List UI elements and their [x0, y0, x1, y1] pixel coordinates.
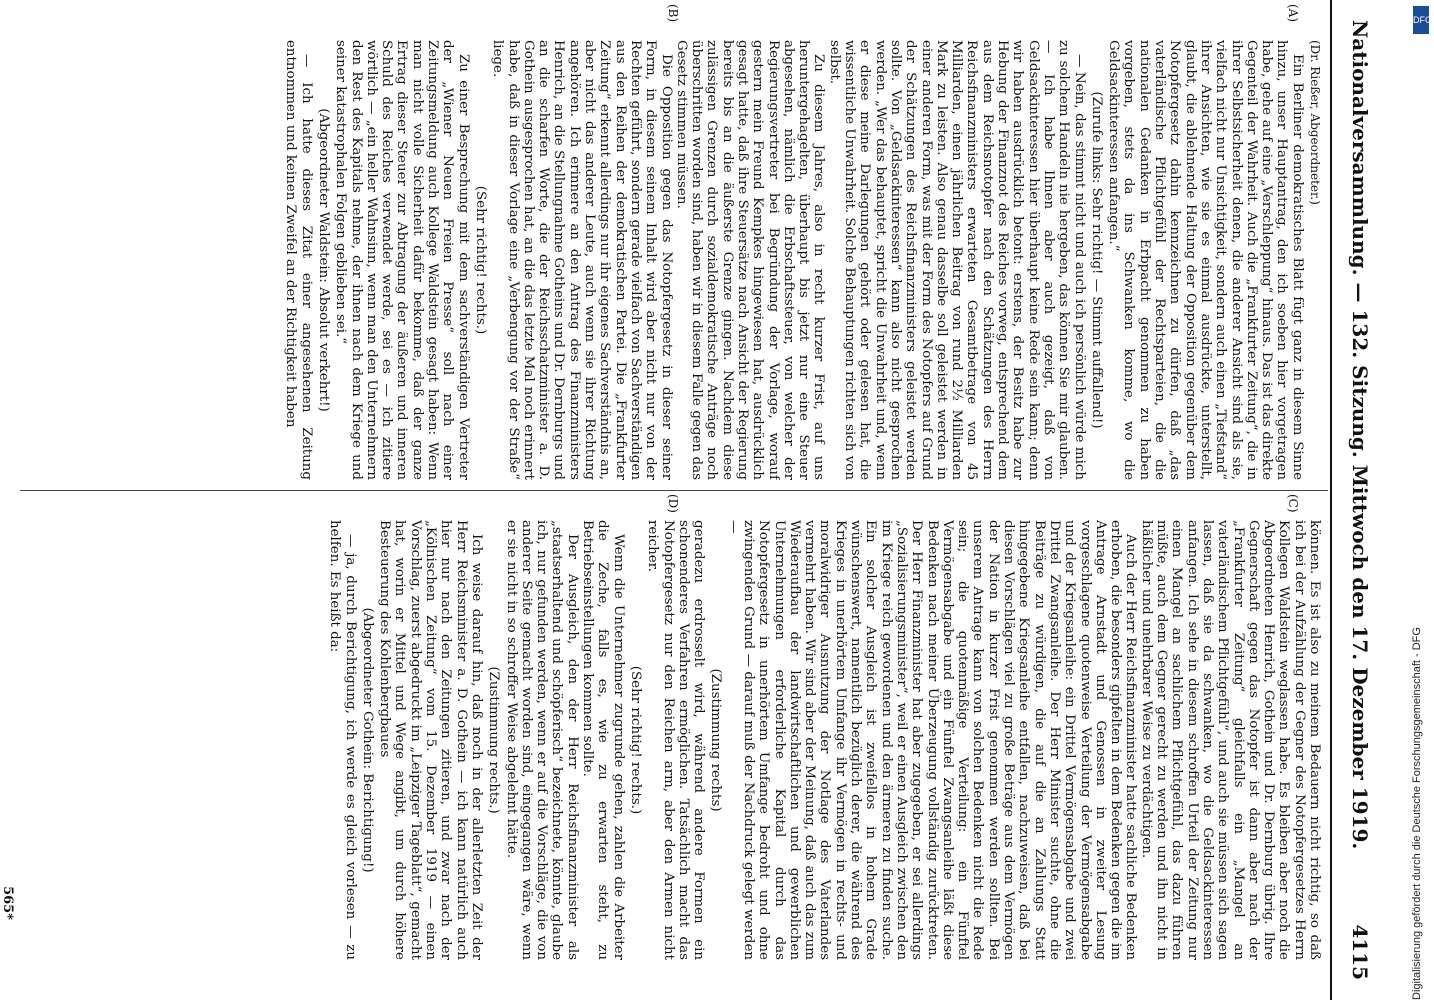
paragraph: können. Es ist also zu meinem Bedauern nicht richtig, so daß ich bei der Aufzählung der Gegner des Notopfergesetzes Herrn Kollegen Waldstein weglassen habe. Es bleiben aber noch die Abgeordneten Henrich, Gothein und Dr. Dernburg übrig. Ihre Gegnerschaft gegen das Notopfer ist dann aber nach der „Frankfurter Zeitung“ gleichfalls ein „Mangel an vaterländischem Pflichtgefühl“, und auch sie müssen sich sagen lassen, daß sie da schwanken, wo die Geldsackinteressen anfangen. Ich sehe in diesem schroffen Urteil der Zeitung nur einen Mangel an sachlichem Pflichtgefühl, das dazu führen müßte, auch dem Gegner gerecht zu werden und ihn nicht in häßlicher und unehrbarer Weise zu verdächtigen. [1138, 520, 1322, 960]
dfg-logo-icon: DFG [1413, 6, 1429, 34]
speaker-note: (Dr. Rießer, Abgeordneter.) [1308, 40, 1322, 205]
interjection: (Zurufe links: Sehr richtig! — Stimmt auffallend!) [1088, 91, 1104, 429]
funding-notice: Digitalisierung gefördert durch die Deutsche Forschungsgemeinschaft - DFG [1411, 627, 1423, 1000]
page-footer-mark: 565* [0, 886, 15, 920]
interjection: (Abgeordneter Gothein: Berichtigung!) [359, 607, 375, 873]
page-header [1330, 0, 1380, 1000]
paragraph: geradezu erdrosselt wird, während andere Formen ein schonenderes Verfahren ermöglichen. Tatsächlich macht das Notopfergesetz nur den Reichen arm, aber den Armen nicht reicher. [645, 520, 707, 960]
paragraph: Auch der Herr Reichsfinanzminister hatte sachliche Bedenken erhoben, die besonders gipfelten in dem Bedenken gegen die im Antrage Arnstadt und Genossen in zweiter Lesung vorgeschlagene quotenweise Verteilung der Vermögensabgabe und der Kriegsanleihe: ein Drittel Vermögensabgabe und zwei Drittel Zwangsanleihe. Der Herr Minister suchte, ohne die Beiträge zu würdigen, die auf die an Zahlungs Statt hingegebene Kriegsanleihe entfallen, nachzuweisen, daß bei diesen Vorschlägen viel zu große Beträge aus dem Vermögen der Nation in kurzer Frist genommen werden sollten. Bei unserem Antrage kann von solchen Bedenken nicht die Rede sein; die quotenmäßige Verteilung: ein Fünftel Vermögensabgabe und ein Fünftel Zwangsanleihe läßt diese Bedenken nach meiner Überzeugung vollständig zurücktreten. Der Herr Finanzminister hat aber zugegeben, er sei allerdings „Sozialisierungsminister“, weil er einen Ausgleich zwischen den im Kriege reich gewordenen und den ärmeren zu finden suche. Ein solcher Ausgleich ist zweifellos in hohem Grade wünschenswert, namentlich bezüglich derer, die während des Krieges in unerhörtem Umfange ihr Vermögen in rechts- und moralwidriger Ausnutzung der Notlage des Vaterlandes vermehrt haben. Wir sind aber der Meinung, daß auch das zum Wiederaufbau der landwirtschaftlichen und gewerblichen Unternehmungen erforderliche Kapital durch das Notopfergesetz in unerhörtem Umfange bedroht und ohne zwingenden Grund — darauf muß der Nachdruck gelegt werden — [725, 520, 1139, 960]
paragraph: — Nein, das stimmt nicht und auch ich persönlich würde mich zu solchem Handeln nie hergeben, das können Sie mir glauben. — Ich habe Ihnen aber auch gezeigt, daß von Geldsackinteressen hier überhaupt keine Rede sein kann; denn wir haben ausdrücklich betont: erstens, der Besitz habe zur Hebung der Finanznot des Reiches vorweg, entsprechend dem aus dem Reichsnotopfer nach den Schätzungen des Herrn Reichsfinanzministers erwarteten Gesamtbetrage von 45 Milliarden, einen jährlichen Beitrag von rund 2½ Milliarden Mark zu leisten. Also genau dasselbe soll geleistet werden in einer anderen Form, was mit der Form des Notopfers auf Grund der Schätzungen des Reichsfinanzministers geleistet werden sollte. Von „Geldsackinteressen“ kann also nicht gesprochen werden. „Wer das behauptet, spricht die Unwahrheit und, wenn er diese meine Darlegungen gehört oder gelesen hat, die wissentliche Unwahrheit. Solche Behauptungen richten sich von selbst. [826, 40, 1087, 480]
page-number: 4115 [1348, 924, 1372, 980]
paragraph: Der Ausgleich, den der Herr Reichsfinanzminister als „staatserhaltend und schöpferisch“ bezeichnete, könnte, glaube ich, nur gefunden werden, wenn er auf die Vorschläge, die von anderer Seite gemacht worden sind, eingegangen wäre, wenn er sie nicht in so schroffer Weise abgelehnt hätte. [503, 520, 580, 960]
column-divider [20, 490, 1328, 491]
paragraph: Zu diesem Jahres, also in recht kurzer Frist, auf uns heruntergehagelten, überhaupt bis jetzt nur eine Steuer abgesehen, nämlich die Erbschaftssteuer, von welcher der Regierungsvertreter bei Begründung der Vorlage, worauf gestern mein Freund Kempkes hingewiesen hat, ausdrücklich gesagt hatte, daß ihre Steuersätze nach Ansicht der Regierung bereits bis an die äußerste Grenze gingen. Nachdem diese zulässigen Grenzen durch sozialdemokratische Anträge noch überschritten worden sind, haben wir in diesem Falle gegen das Gesetz stimmen müssen. [673, 40, 827, 480]
paragraph: — Ich hatte dieses Zitat einer angesehenen Zeitung entnommen und keinen Zweifel an der Richtigkeit haben [283, 40, 314, 480]
interjection: (Zustimmung rechts) [708, 668, 724, 812]
paragraph: Zu einer Besprechung mit dem sachverständigen Vertreter der „Wiener Neuen Freien Presse“ soll nach einer Zeitungsmeldung auch Kollege Waldstein gesagt haben: Wenn man nicht volle Sicherheit dafür bekomme, daß der ganze Ertrag dieser Steuer zur Abtragung der äußeren und inneren Schuld des Reiches verwendet werde, sei es — ich zitiere wörtlich — „ein heller Wahnsinn, wenn man den Unternehmern den Rest des Kapitals nehme, der ihnen nach dem Kriege und seiner katastrophalen Folgen geblieben sei.“ [333, 40, 471, 480]
paragraph: Ein Berliner demokratisches Blatt fügt ganz in diesem Sinne hinzu, unser Hauptantrag, den ich soeben hier vorgetragen habe, gehe auf eine „Verschleppung“ hinaus. Das ist das direkte Gegenteil der Wahrheit. Auch die „Frankfurter Zeitung“, die in ihrer Selbstsicherheit denen, die anderer Ansicht sind als sie, vielfach nicht nur Unsichtigkeit, sondern auch einen „Tiefstand“ ihrer Ansichten, wie sie es einmal ausdrückte, unterstellt, glaubt, die ablehnende Haltung der Opposition gegenüber dem Notopfergesetz dahin kennzeichnen zu dürfen, daß „das vaterländische Pflichtgefühl der Rechtsparteien, die die nationalen Gedanken in Erbpacht genommen zu haben vorgeben, stets da ins Schwanken komme, wo die Geldsackinteressen anfangen.“ [1106, 40, 1305, 480]
interjection: (Zustimmung rechts.) [486, 666, 502, 814]
interjection: (Abgeordneter Waldstein: Absolut verkehrt!) [316, 108, 331, 412]
paragraph: Wenn die Unternehmer zugrunde gehen, zahlen die Arbeiter die Zeche, falls es, wie zu erwarten steht, zu Betriebseinstellungen kommen sollte. [580, 520, 626, 960]
interjection: (Sehr richtig! rechts.) [472, 185, 488, 335]
margin-marker-a: (A) [1286, 4, 1300, 23]
paragraph: Die Opposition gegen das Notopfergesetz in dieser seiner Form, in diesem seinem Inhalt wird aber nicht nur von der Rechten geführt, sondern gerade vielfach von Sachverständigen aus den Reihen der demokratischen Partei. Die „Frankfurter Zeitung“ erkennt allerdings nur ihr eigenes Sachverständnis an, aber nicht das anderer Leute, auch wenn sie ihrer Richtung angehören. Ich erinnere an den Antrag des Finanzministers Henrich, an die Stellungnahme Gotheins und Dr. Dernburgs und an die scharfen Worte, die der Reichsschatzminister a. D. Gothein ausgesprochen hat, an die das letzte Mal noch erinnert habe, daß in dieser Vorlage eine „Verbengung vor der Straße“ liege. [490, 40, 674, 480]
paragraph: — ja, durch Berichtigung, ich werde es gleich vorlesen — zu helfen. Es heißt da: [327, 520, 358, 960]
dfg-banner [1405, 0, 1433, 1000]
header-title: Nationalversammlung. — 132. Sitzung. Mittwoch den 17. Dezember 1919. [1348, 20, 1372, 850]
margin-marker-b: (B) [666, 4, 680, 23]
right-column [20, 520, 1322, 960]
margin-marker-c: (C) [1286, 494, 1300, 513]
margin-marker-d: (D) [666, 494, 680, 513]
paragraph: Ich weise darauf hin, daß noch in der allerletzten Zeit der Herr Reichsminister a. D. Gothein — ich kann natürlich auch hier nur nach den Zeitungen zitieren, und zwar nach der „Kölnischen Zeitung“ vom 15. Dezember 1919 — einen Vorschlag, zuerst abgedruckt im „Leipziger Tageblatt“, gemacht hat, worin er Mittel und Wege angibt, um durch höhere Besteuerung des Kohlenbergbaues [377, 520, 484, 960]
interjection: (Sehr richtig! rechts.) [627, 665, 643, 815]
left-column [20, 40, 1322, 480]
